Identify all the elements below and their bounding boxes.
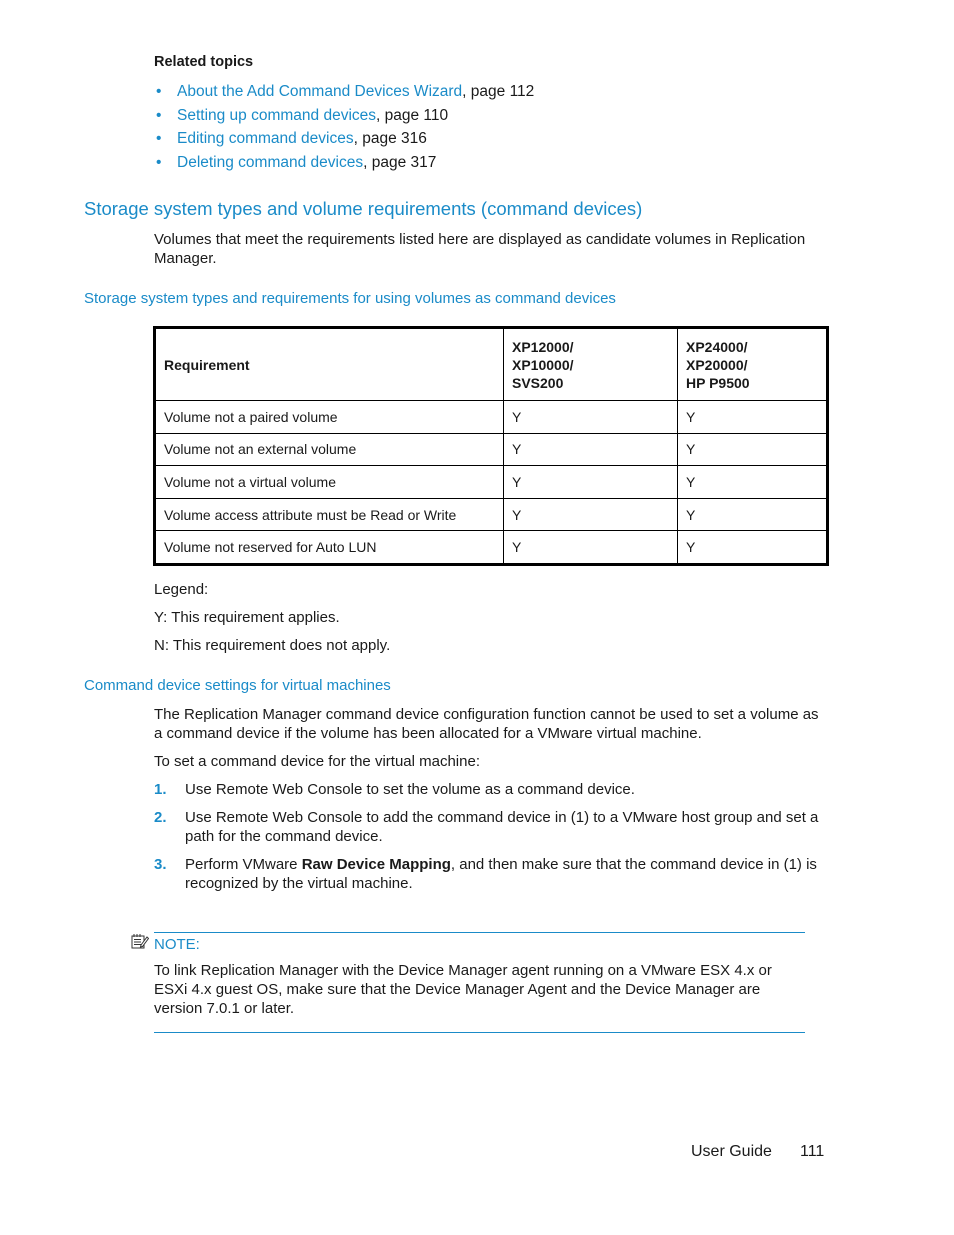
related-topics-list (154, 80, 534, 175)
vm-section-lead: To set a command device for the virtual machine: (154, 753, 480, 770)
related-link-deleting[interactable]: Deleting command devices (177, 154, 364, 172)
value-cell: Y (504, 401, 678, 434)
step-text-bold: Raw Device Mapping (301, 856, 451, 873)
table-row (155, 498, 828, 531)
value-cell: Y (504, 498, 678, 531)
value-cell: Y (678, 466, 828, 499)
header-xp24000 (678, 328, 828, 401)
related-link-setting-up[interactable]: Setting up command devices (177, 106, 377, 124)
value-cell: Y (678, 531, 828, 565)
step-item (154, 855, 829, 893)
bullet-icon: • (156, 154, 162, 172)
step-number: 3. (154, 856, 167, 873)
value-cell: Y (678, 498, 828, 531)
bullet-icon: • (156, 83, 162, 100)
list-item (154, 127, 534, 151)
related-link-page: , page 112 (462, 83, 535, 100)
table-row (155, 433, 828, 466)
related-link-page: , page 317 (363, 154, 437, 172)
section-heading: Storage system types and volume requirements (command devices) (84, 198, 643, 219)
table-row (155, 531, 828, 565)
header-xp12000 (504, 328, 678, 401)
table-caption: Storage system types and requirements for using volumes as command devices (84, 290, 616, 307)
step-item (154, 780, 829, 799)
requirement-cell: Volume not a virtual volume (155, 466, 504, 499)
related-link-add-wizard[interactable]: About the Add Command Devices Wizard (177, 83, 463, 100)
footer-guide: User Guide (691, 1143, 772, 1160)
value-cell: Y (504, 433, 678, 466)
vm-section-para: The Replication Manager command device configuration function cannot be used to set a volume as a command device if the volume has been allocated for a VMware virtual machine. (154, 706, 819, 742)
value-cell: Y (504, 466, 678, 499)
note-bottom-rule (154, 1032, 805, 1033)
related-link-page: , page 110 (376, 106, 449, 124)
note-top-rule (154, 932, 805, 933)
requirement-cell: Volume access attribute must be Read or Write (155, 498, 504, 531)
legend-title: Legend: (154, 581, 209, 598)
table-row (155, 401, 828, 434)
requirements-table (153, 326, 829, 566)
legend-n: N: This requirement does not apply. (154, 637, 391, 654)
header-requirement: Requirement (155, 328, 504, 401)
value-cell: Y (678, 401, 828, 434)
step-text: Use Remote Web Console to add the command device in (1) to a VMware host group and set a path for the command device. (185, 809, 819, 845)
step-text: Use Remote Web Console to set the volume as a command device. (185, 781, 635, 798)
requirement-cell: Volume not a paired volume (155, 401, 504, 434)
footer-page-number: 111 (800, 1143, 825, 1160)
note-label: NOTE: (154, 936, 200, 953)
step-item (154, 808, 829, 846)
header-line: XP10000/ (512, 356, 574, 373)
list-item (154, 80, 534, 104)
related-link-page: , page 316 (353, 130, 427, 148)
related-link-editing[interactable]: Editing command devices (177, 130, 354, 148)
related-topics-title: Related topics (154, 54, 254, 70)
vm-section-heading: Command device settings for virtual machines (84, 677, 391, 694)
steps-list (154, 780, 829, 902)
bullet-icon: • (156, 106, 162, 124)
requirement-cell: Volume not reserved for Auto LUN (155, 531, 504, 565)
note-pad-icon (131, 933, 149, 949)
legend-y: Y: This requirement applies. (154, 609, 340, 626)
value-cell: Y (678, 433, 828, 466)
requirement-cell: Volume not an external volume (155, 433, 504, 466)
legend (154, 580, 390, 664)
step-text-pre: Perform VMware (185, 856, 302, 873)
header-line: XP12000/ (512, 338, 574, 355)
list-item (154, 104, 534, 128)
value-cell: Y (504, 531, 678, 565)
header-line: XP20000/ (686, 356, 748, 373)
header-line: HP P9500 (686, 374, 750, 391)
step-number: 1. (154, 781, 167, 798)
list-item (154, 151, 534, 175)
step-number: 2. (154, 809, 167, 826)
table-row (155, 466, 828, 499)
step-text-post: , and then make sure that the command device in (1) is recognized by the virtual machine. (185, 856, 817, 892)
header-line: XP24000/ (686, 338, 748, 355)
header-line: SVS200 (512, 374, 564, 391)
section-intro: Volumes that meet the requirements listed here are displayed as candidate volumes in Replication Manager. (154, 231, 806, 267)
table-header-row (155, 328, 828, 401)
bullet-icon: • (156, 130, 162, 148)
note-text: To link Replication Manager with the Device Manager agent running on a VMware ESX 4.x or ESXi 4.x guest OS, make sure that the Device Manager Agent and the Device Manager are version 7.0.1 or later. (154, 962, 772, 1017)
